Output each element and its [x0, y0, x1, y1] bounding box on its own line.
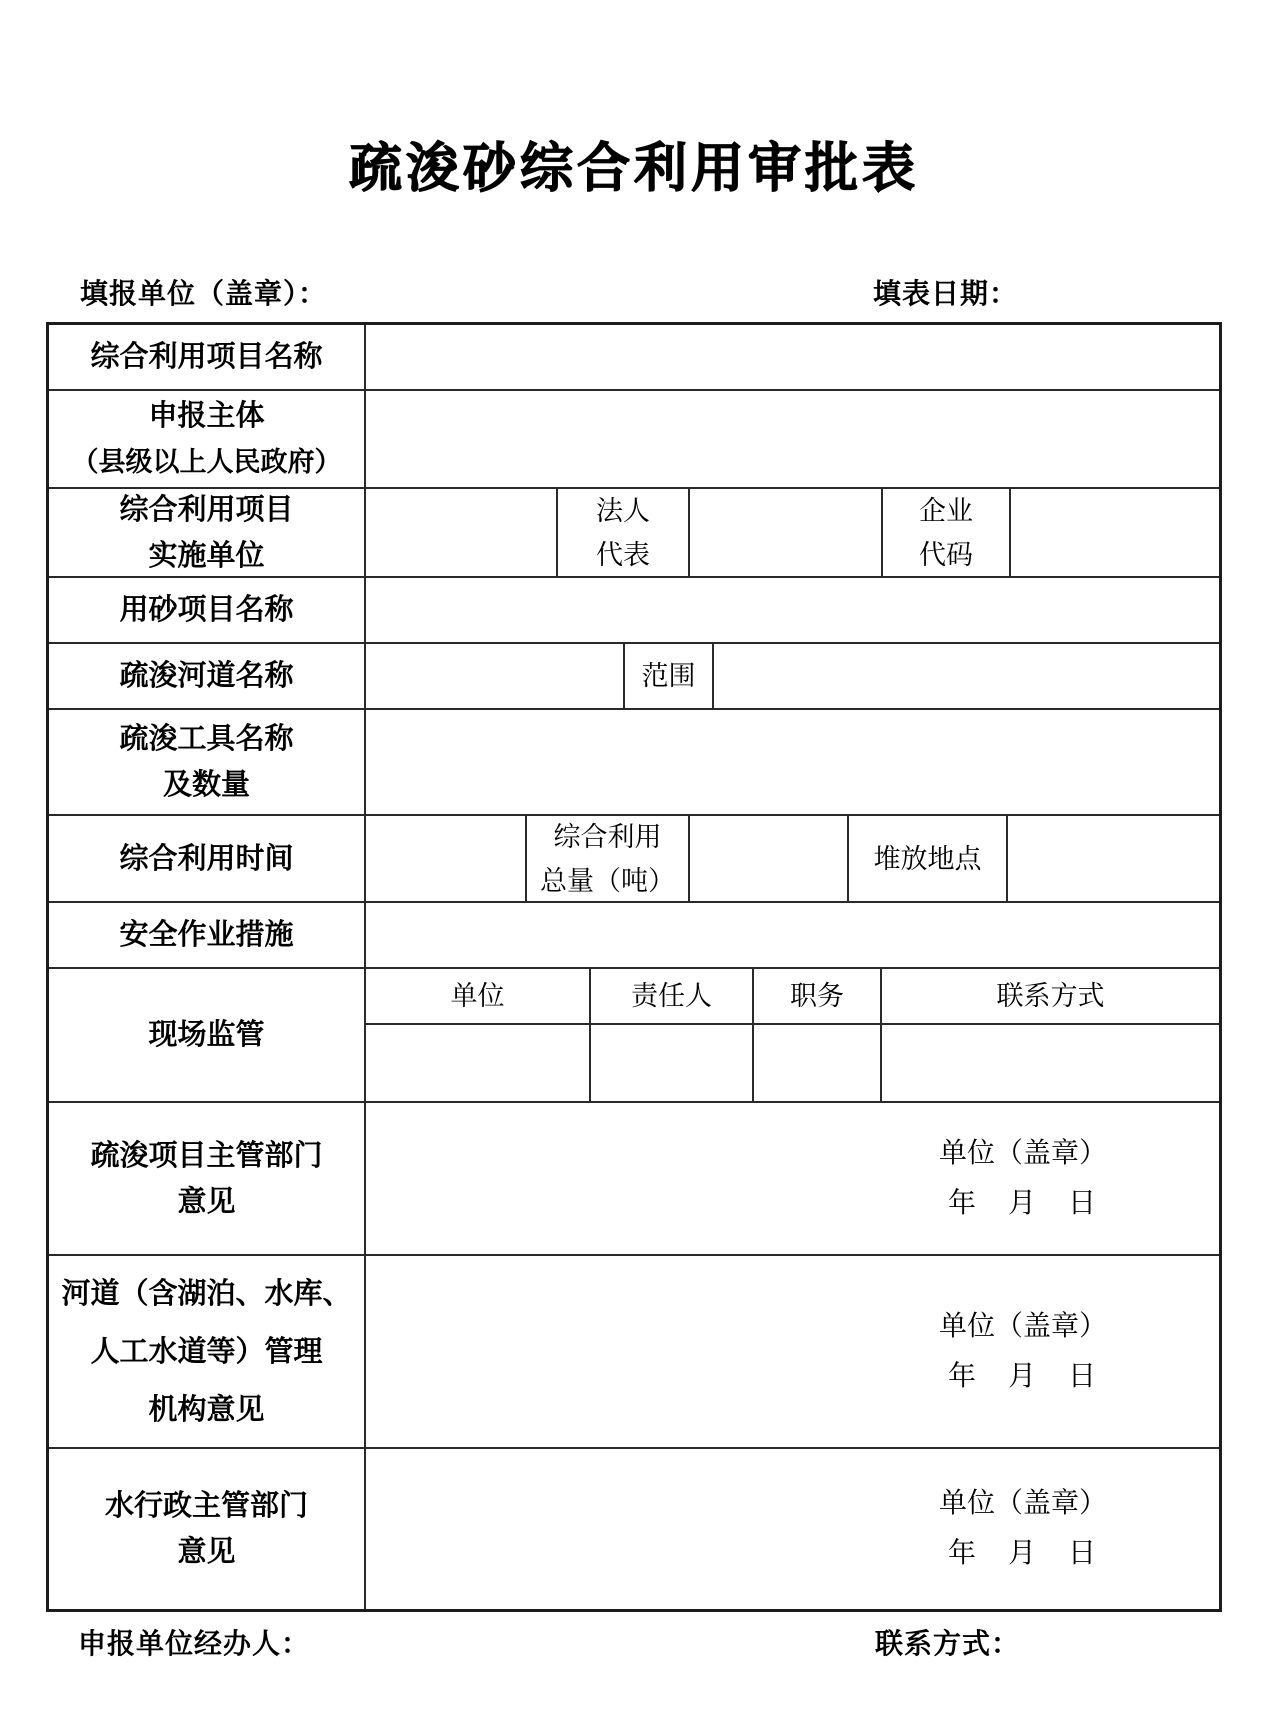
dredge-dept-opinion-input-cell[interactable]: [364, 1103, 1219, 1254]
stamp-unit-seal-label: 单位（盖章）: [938, 1488, 1107, 1519]
project-name-input-cell[interactable]: [364, 325, 1219, 389]
contact-label: 联系方式：: [875, 1629, 1021, 1660]
declare-subject-input-cell[interactable]: [364, 391, 1219, 487]
stamp-date-label: 年 月 日: [947, 1538, 1098, 1569]
stamp-date-label: 年 月 日: [947, 1360, 1098, 1392]
river-admin-opinion-input-cell[interactable]: [364, 1256, 1219, 1447]
page-title: 疏浚砂综合利用审批表: [349, 140, 919, 198]
implement-unit-label: 综合利用项目 实施单位: [119, 493, 294, 572]
stamp-unit-seal-label: 单位（盖章）: [938, 1310, 1107, 1342]
table-row: [49, 642, 1219, 708]
supervision-unit-input-cell[interactable]: [366, 1025, 589, 1101]
table-row: [49, 967, 1219, 1101]
river-name-input-cell[interactable]: [364, 644, 623, 708]
total-amount-input-cell[interactable]: [688, 816, 847, 901]
report-unit-label: 填报单位（盖章）：: [80, 279, 328, 310]
supervision-header-responsible: 责任人: [589, 969, 752, 1023]
stamp-block: [939, 1479, 1107, 1579]
supervision-contact-input-cell[interactable]: [880, 1025, 1219, 1101]
table-row: [49, 325, 1219, 389]
dredge-tools-label: 疏浚工具名称 及数量: [119, 723, 294, 801]
legal-representative-input-cell[interactable]: [688, 489, 881, 576]
supervision-header-position: 职务: [752, 969, 880, 1023]
water-admin-opinion-input-cell[interactable]: [364, 1449, 1219, 1609]
corp-code-input-cell[interactable]: [1009, 489, 1219, 576]
supervision-header-unit: 单位: [450, 981, 505, 1011]
sand-project-input-cell[interactable]: [364, 578, 1219, 642]
declare-subject-label: 申报主体 （县级以上人民政府）: [71, 400, 342, 477]
use-time-input-cell[interactable]: [364, 816, 525, 901]
table-row: [49, 814, 1219, 901]
safety-measures-input-cell[interactable]: [364, 903, 1219, 967]
stamp-date-label: 年 月 日: [947, 1187, 1098, 1219]
table-row: [49, 901, 1219, 967]
table-row: [49, 576, 1219, 642]
river-name-label: 疏浚河道名称: [119, 660, 294, 692]
supervision-header-row: [366, 969, 1219, 1025]
supervision-header-contact: 联系方式: [880, 969, 1219, 1023]
sand-project-label: 用砂项目名称: [119, 594, 294, 626]
dredge-dept-opinion-label: 疏浚项目主管部门 意见: [90, 1139, 323, 1218]
stack-site-input-cell[interactable]: [1006, 816, 1219, 901]
table-row: [49, 708, 1219, 814]
use-time-label: 综合利用时间: [119, 842, 294, 875]
stamp-block: [939, 1129, 1107, 1229]
supervision-data-row: [366, 1025, 1219, 1101]
table-row: [49, 1447, 1219, 1609]
supervision-subtable: [364, 969, 1219, 1101]
implement-unit-input-cell[interactable]: [364, 489, 556, 576]
water-admin-opinion-label: 水行政主管部门 意见: [104, 1490, 308, 1568]
table-row: [49, 1254, 1219, 1447]
stamp-unit-seal-label: 单位（盖章）: [938, 1137, 1107, 1169]
scope-label: 范围: [623, 644, 712, 708]
corp-code-label: 企业 代码: [881, 489, 1009, 576]
river-admin-opinion-label: 河道（含湖泊、水库、 人工水道等）管理 机构意见: [61, 1277, 352, 1426]
dredge-tools-input-cell[interactable]: [364, 710, 1219, 814]
fill-date-label: 填表日期：: [873, 279, 1019, 310]
table-row: [49, 1101, 1219, 1254]
table-row: [49, 389, 1219, 487]
handler-label: 申报单位经办人：: [78, 1629, 311, 1660]
stamp-block: [939, 1302, 1107, 1402]
supervision-position-input-cell[interactable]: [752, 1025, 880, 1101]
stack-site-label: 堆放地点: [847, 816, 1006, 901]
supervision-responsible-input-cell[interactable]: [589, 1025, 752, 1101]
safety-measures-label: 安全作业措施: [119, 919, 294, 951]
project-name-label: 综合利用项目名称: [90, 341, 323, 373]
approval-form-table: [46, 322, 1222, 1612]
scope-input-cell[interactable]: [712, 644, 1219, 708]
total-amount-label: 综合利用 总量（吨）: [525, 816, 688, 901]
legal-representative-label: 法人 代表: [556, 489, 688, 576]
table-row: [49, 487, 1219, 576]
site-supervision-label: 现场监管: [148, 1019, 265, 1051]
